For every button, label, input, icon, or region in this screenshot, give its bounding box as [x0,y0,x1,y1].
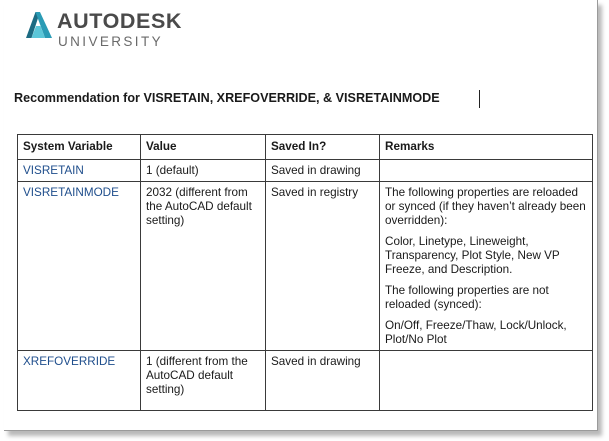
variable-name-cell: VISRETAIN [18,160,141,182]
saved-in-cell: Saved in registry [266,182,380,351]
logo-brand-text: AUTODESK [57,9,183,33]
text-cursor [479,90,480,108]
section-heading: Recommendation for VISRETAIN, XREFOVERRIDE, & VISRETAINMODE [14,91,440,105]
table-row [18,351,593,411]
variable-name-cell: XREFOVERRIDE [18,351,141,411]
column-header-system-variable: System Variable [18,135,141,160]
table-row [18,182,593,351]
remarks-paragraph: Color, Linetype, Lineweight, Transparency, Plot Style, New VP Freeze, and Description. [385,235,560,276]
autodesk-a-logo-icon [26,12,52,38]
table-header-row [18,135,593,160]
document-page [4,0,598,431]
variable-name-cell: VISRETAINMODE [18,182,141,351]
column-header-value: Value [141,135,266,160]
remarks-cell [380,182,593,351]
remarks-cell [380,160,593,182]
saved-in-cell: Saved in drawing [266,160,380,182]
value-cell: 2032 (different from the AutoCAD default setting) [141,182,266,351]
saved-in-cell: Saved in drawing [266,351,380,411]
remarks-cell [380,351,593,411]
system-variable-table [17,134,593,411]
remarks-paragraph: On/Off, Freeze/Thaw, Lock/Unlock, Plot/No Plot [385,319,567,346]
remarks-paragraph: The following properties are not reloaded (synced): [385,284,549,311]
column-header-saved-in: Saved In? [266,135,380,160]
logo-sub-text: UNIVERSITY [58,34,164,49]
column-header-remarks: Remarks [380,135,593,160]
value-cell: 1 (default) [141,160,266,182]
remarks-paragraph: The following properties are reloaded or synced (if they haven’t already been overridden): [385,186,586,227]
table-row [18,160,593,182]
value-cell: 1 (different from the AutoCAD default setting) [141,351,266,411]
